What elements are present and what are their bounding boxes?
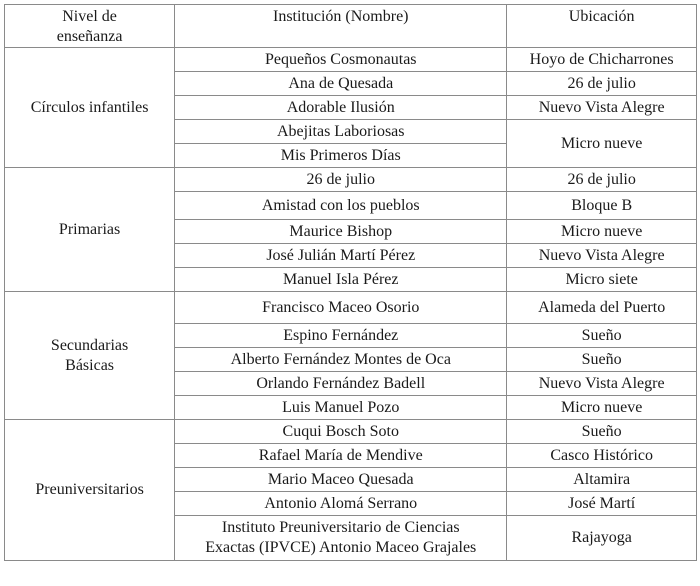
level-cell-primarias: Primarias [5, 168, 175, 292]
schools-table [4, 4, 697, 561]
location-cell: Micro siete [507, 268, 697, 292]
institution-cell: Antonio Alomá Serrano [175, 492, 507, 516]
institution-cell: 26 de julio [175, 168, 507, 192]
institution-cell: Manuel Isla Pérez [175, 268, 507, 292]
institution-cell: Rafael María de Mendive [175, 444, 507, 468]
header-row [5, 5, 697, 48]
level-cell-circulos: Círculos infantiles [5, 48, 175, 168]
institution-cell: Ana de Quesada [175, 72, 507, 96]
institution-cell: Espino Fernández [175, 324, 507, 348]
level-cell-preuniversitarios: Preuniversitarios [5, 420, 175, 561]
institution-cell: Alberto Fernández Montes de Oca [175, 348, 507, 372]
table-row [5, 168, 697, 192]
level-cell-secundarias [5, 292, 175, 420]
location-cell: Nuevo Vista Alegre [507, 372, 697, 396]
institution-cell [175, 516, 507, 561]
institution-line1: Instituto Preuniversitario de Ciencias [221, 519, 460, 536]
location-cell: Casco Histórico [507, 444, 697, 468]
level-line2: Básicas [65, 356, 115, 374]
header-location: Ubicación [507, 5, 697, 48]
institution-cell: Luis Manuel Pozo [175, 396, 507, 420]
table-row [5, 48, 697, 72]
header-institution: Institución (Nombre) [175, 5, 507, 48]
institution-cell: Pequeños Cosmonautas [175, 48, 507, 72]
institution-cell: Maurice Bishop [175, 220, 507, 244]
location-cell: 26 de julio [507, 168, 697, 192]
institution-line2: Exactas (IPVCE) Antonio Maceo Grajales [205, 539, 477, 556]
institution-cell: Abejitas Laboriosas [175, 120, 507, 144]
institution-cell: José Julián Martí Pérez [175, 244, 507, 268]
institution-cell: Orlando Fernández Badell [175, 372, 507, 396]
location-cell: Hoyo de Chicharrones [507, 48, 697, 72]
institution-cell: Francisco Maceo Osorio [175, 292, 507, 324]
location-cell-merged: Micro nueve [507, 120, 697, 168]
location-cell: Alameda del Puerto [507, 292, 697, 324]
location-cell: Rajayoga [507, 516, 697, 561]
institution-cell: Adorable Ilusión [175, 96, 507, 120]
location-cell: Sueño [507, 420, 697, 444]
header-level-line1: Nivel de [62, 8, 117, 25]
location-cell: Bloque B [507, 192, 697, 220]
location-cell: Sueño [507, 324, 697, 348]
level-line1: Secundarias [50, 336, 129, 354]
location-cell: 26 de julio [507, 72, 697, 96]
location-cell: Micro nueve [507, 396, 697, 420]
institution-cell: Cuqui Bosch Soto [175, 420, 507, 444]
institution-cell: Amistad con los pueblos [175, 192, 507, 220]
location-cell: Nuevo Vista Alegre [507, 96, 697, 120]
institution-cell: Mario Maceo Quesada [175, 468, 507, 492]
table-row [5, 420, 697, 444]
location-cell: Altamira [507, 468, 697, 492]
location-cell: Sueño [507, 348, 697, 372]
institution-cell: Mis Primeros Días [175, 144, 507, 168]
table-row [5, 292, 697, 324]
header-level [5, 5, 175, 48]
location-cell: Micro nueve [507, 220, 697, 244]
location-cell: José Martí [507, 492, 697, 516]
location-cell: Nuevo Vista Alegre [507, 244, 697, 268]
header-level-line2: enseñanza [56, 28, 123, 45]
